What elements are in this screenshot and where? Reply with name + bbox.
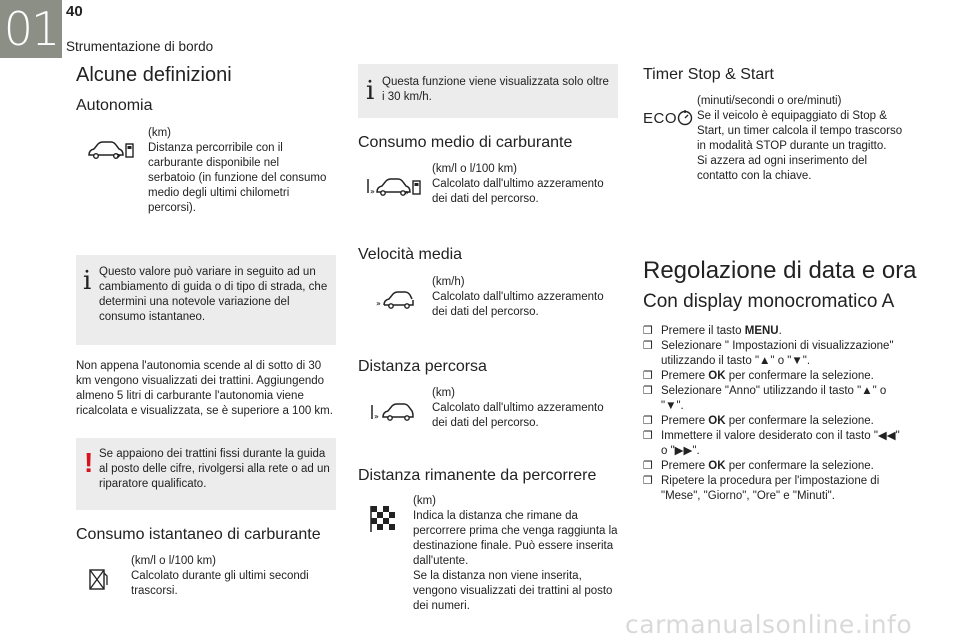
list-item: ❐ Premere OK per confermare la selezione.: [643, 460, 874, 472]
car-fuel-average-icon: [366, 176, 424, 200]
info-box-text: Questo valore può variare in seguito ad un cambiamento di guida o di tipo di strada, che determini una notevole variazione del consumo istantaneo.: [99, 266, 328, 323]
warning-box-text: Se appaiono dei trattini fissi durante la guida al posto delle cifre, rivolgersi alla rete o ad un riparatore qualificato.: [99, 448, 330, 490]
distanza-text: Calcolato dall'ultimo azzeramento dei dati del percorso.: [432, 402, 604, 429]
rimanente-unit: (km): [413, 495, 436, 507]
list-item: ❐ Selezionare " Impostazioni di visualizzazione" utilizzando il tasto "▲" o "▼".: [643, 340, 894, 367]
fuel-pump-crossed-icon: [88, 567, 110, 591]
velocita-heading: Velocità media: [358, 246, 463, 263]
list-item: ❐ Immettere il valore desiderato con il tasto "◀◀" o "▶▶".: [643, 430, 900, 457]
timer-text: Se il veicolo è equipaggiato di Stop & Start, un timer calcola il tempo trascorso in modalità STOP durante un tragitto.: [697, 110, 903, 152]
timer-heading: Timer Stop & Start: [643, 66, 774, 83]
timer-unit: (minuti/secondi o ore/minuti): [697, 95, 842, 107]
steps-list: [643, 324, 908, 504]
autonomia-paragraph: Non appena l'autonomia scende al di sotto di 30 km vengono visualizzati dei trattini. Aggiungendo almeno 5 litri di carburante l'autonomia viene ricalcolata e visualizzata, se è superiore a 100 km.: [76, 360, 333, 417]
consumo-istantaneo-unit: (km/l o l/100 km): [131, 555, 216, 567]
svg-text:»: »: [374, 412, 379, 421]
info-icon: i: [83, 266, 92, 296]
consumo-medio-text: Calcolato dall'ultimo azzeramento dei dati del percorso.: [432, 178, 604, 205]
warning-icon: !: [84, 447, 94, 478]
timer-text-2: Si azzera ad ogni inserimento del contatto con la chiave.: [697, 155, 868, 182]
svg-text:»: »: [116, 151, 121, 160]
list-item: ❐ Premere OK per confermare la selezione.: [643, 415, 874, 427]
rimanente-text: Indica la distanza che rimane da percorrere prima che venga raggiunta la destinazione finale. Può essere inserita dall'utente.: [413, 510, 618, 567]
autonomia-unit: (km): [148, 127, 171, 139]
checkered-flag-icon: [370, 505, 398, 533]
info-icon: i: [366, 76, 375, 106]
checkbox-icon: ❐: [643, 460, 653, 472]
list-item: ❐ Premere OK per confermare la selezione.: [643, 370, 874, 382]
consumo-istantaneo-heading: Consumo istantaneo di carburante: [76, 526, 321, 543]
consumo-medio-unit: (km/l o l/100 km): [432, 163, 517, 175]
velocita-unit: (km/h): [432, 276, 465, 288]
checkbox-icon: ❐: [643, 475, 653, 487]
velocita-text: Calcolato dall'ultimo azzeramento dei dati del percorso.: [432, 291, 604, 318]
list-item: ❐ Premere il tasto MENU.: [643, 325, 782, 337]
car-speed-icon: [376, 290, 414, 312]
eco-label: ECO: [643, 110, 678, 127]
list-item: ❐ Selezionare "Anno" utilizzando il tasto "▲" o "▼".: [643, 385, 887, 412]
distanza-unit: (km): [432, 387, 455, 399]
svg-text:»: »: [376, 299, 381, 308]
stop-start-timer-icon: [676, 108, 694, 126]
checkbox-icon: ❐: [643, 325, 653, 337]
consumo-medio-heading: Consumo medio di carburante: [358, 134, 573, 151]
autonomia-text: Distanza percorribile con il carburante disponibile nel serbatoio (in funzione del consumo medio degli ultimi chilometri percorsi).: [148, 142, 327, 214]
info-box-speed-text: Questa funzione viene visualizzata solo oltre i 30 km/h.: [382, 76, 609, 103]
rimanente-heading: Distanza rimanente da percorrere: [358, 467, 597, 484]
page-number: 40: [66, 3, 83, 20]
list-item: ❐ Ripetere la procedura per l'impostazione di "Mese", "Giorno", "Ore" e "Minuti".: [643, 475, 880, 502]
svg-text:»: »: [404, 188, 409, 197]
car-distance-icon: [370, 402, 414, 424]
regolazione-subtitle: Con display monocromatico A: [643, 291, 895, 312]
consumo-istantaneo-text: Calcolato durante gli ultimi secondi trascorsi.: [131, 570, 309, 597]
rimanente-text-2: Se la distanza non viene inserita, vengono visualizzati dei trattini al posto dei numeri.: [413, 570, 613, 612]
watermark: carmanualsonline.info: [625, 610, 913, 639]
checkbox-icon: ❐: [643, 430, 653, 442]
checkbox-icon: ❐: [643, 370, 653, 382]
checkbox-icon: ❐: [643, 385, 653, 397]
svg-text:»: »: [370, 187, 375, 196]
distanza-heading: Distanza percorsa: [358, 358, 487, 375]
autonomia-heading: Autonomia: [76, 97, 153, 114]
checkbox-icon: ❐: [643, 415, 653, 427]
regolazione-title: Regolazione di data e ora: [643, 257, 917, 284]
chapter-tab: 01: [0, 0, 62, 58]
section-title: Strumentazione di bordo: [66, 39, 214, 54]
checkbox-icon: ❐: [643, 340, 653, 352]
car-fuel-icon: [86, 140, 136, 162]
definitions-title: Alcune definizioni: [76, 64, 232, 86]
